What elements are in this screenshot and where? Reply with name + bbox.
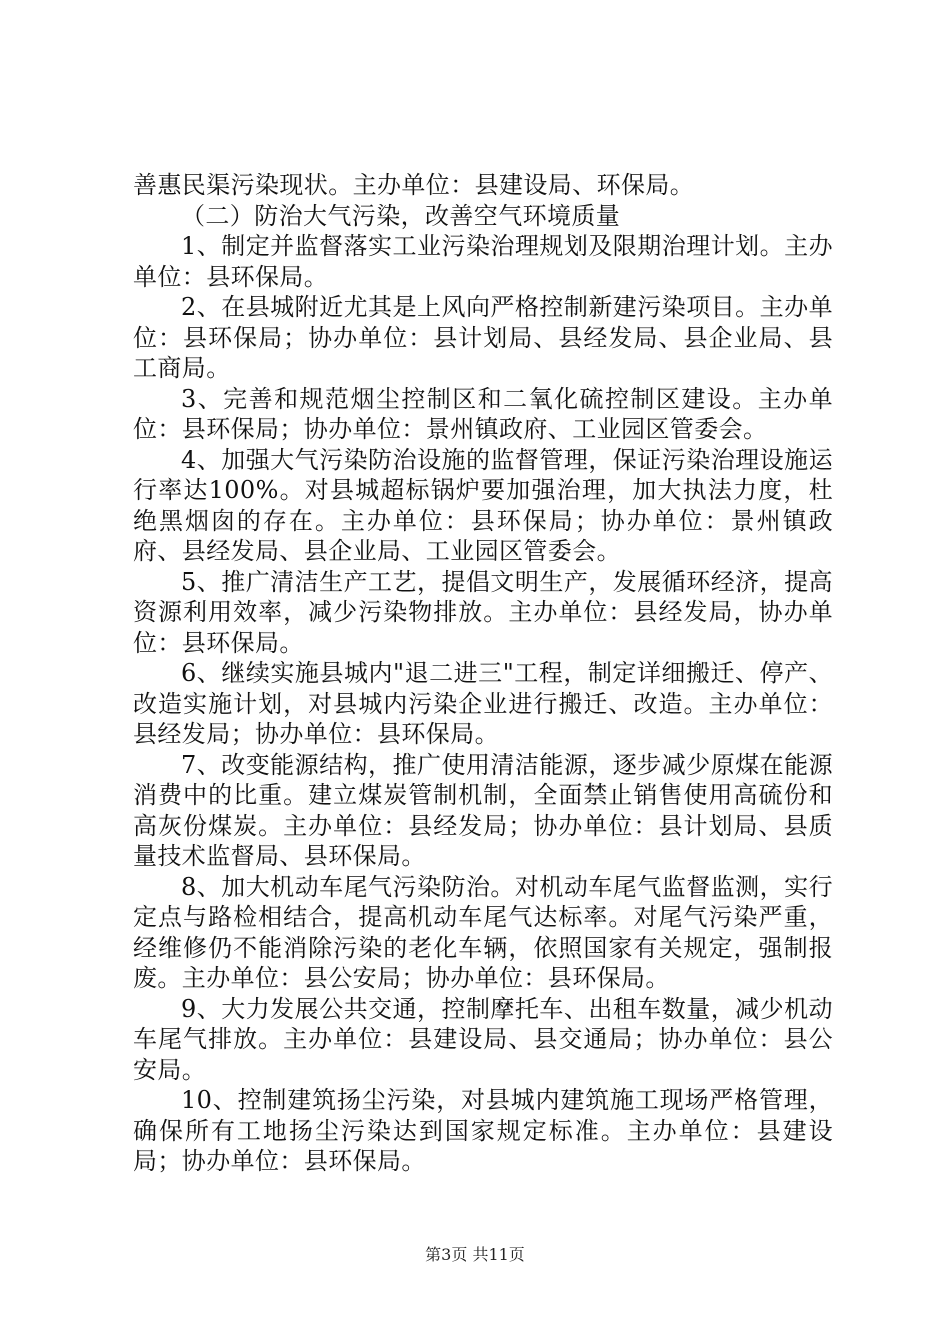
paragraph: 2、在县城附近尤其是上风向严格控制新建污染项目。主办单位：县环保局；协办单位：县计划局、县经发局、县企业局、县工商局。 [133, 293, 833, 382]
page-footer: 第3页 共11页 [425, 1245, 525, 1264]
paragraph: 1、制定并监督落实工业污染治理规划及限期治理计划。主办单位：县环保局。 [133, 232, 833, 291]
paragraph: 6、继续实施县城内"退二进三"工程，制定详细搬迁、停产、改造实施计划，对县城内污染企业进行搬迁、改造。主办单位：县经发局；协办单位：县环保局。 [133, 659, 833, 748]
paragraph: 善惠民渠污染现状。主办单位：县建设局、环保局。 [133, 171, 695, 199]
document-body [133, 170, 833, 1177]
paragraph: 7、改变能源结构，推广使用清洁能源，逐步减少原煤在能源消费中的比重。建立煤炭管制机制，全面禁止销售使用高硫份和高灰份煤炭。主办单位：县经发局；协办单位：县计划局、县质量技术监督局、县环保局。 [133, 750, 833, 870]
paragraph: 3、完善和规范烟尘控制区和二氧化硫控制区建设。主办单位：县环保局；协办单位：景州镇政府、工业园区管委会。 [133, 384, 833, 443]
paragraph: 5、推广清洁生产工艺，提倡文明生产，发展循环经济，提高资源利用效率，减少污染物排放。主办单位：县经发局，协办单位：县环保局。 [133, 567, 833, 657]
paragraph: 9、大力发展公共交通，控制摩托车、出租车数量，减少机动车尾气排放。主办单位：县建设局、县交通局；协办单位：县公安局。 [133, 994, 833, 1084]
paragraph: 10、控制建筑扬尘污染，对县城内建筑施工现场严格管理，确保所有工地扬尘污染达到国家规定标准。主办单位：县建设局；协办单位：县环保局。 [133, 1086, 833, 1175]
paragraph: 8、加大机动车尾气污染防治。对机动车尾气监督监测，实行定点与路检相结合，提高机动车尾气达标率。对尾气污染严重，经维修仍不能消除污染的老化车辆，依照国家有关规定，强制报废。主办单位：县公安局；协办单位：县环保局。 [133, 872, 833, 992]
paragraph: 4、加强大气污染防治设施的监督管理，保证污染治理设施运行率达100%。对县城超标锅炉要加强治理，加大执法力度，杜绝黑烟囱的存在。主办单位：县环保局；协办单位：景州镇政府、县经发局、县企业局、工业园区管委会。 [133, 445, 833, 565]
section-heading: （二）防治大气污染，改善空气环境质量 [181, 201, 621, 230]
